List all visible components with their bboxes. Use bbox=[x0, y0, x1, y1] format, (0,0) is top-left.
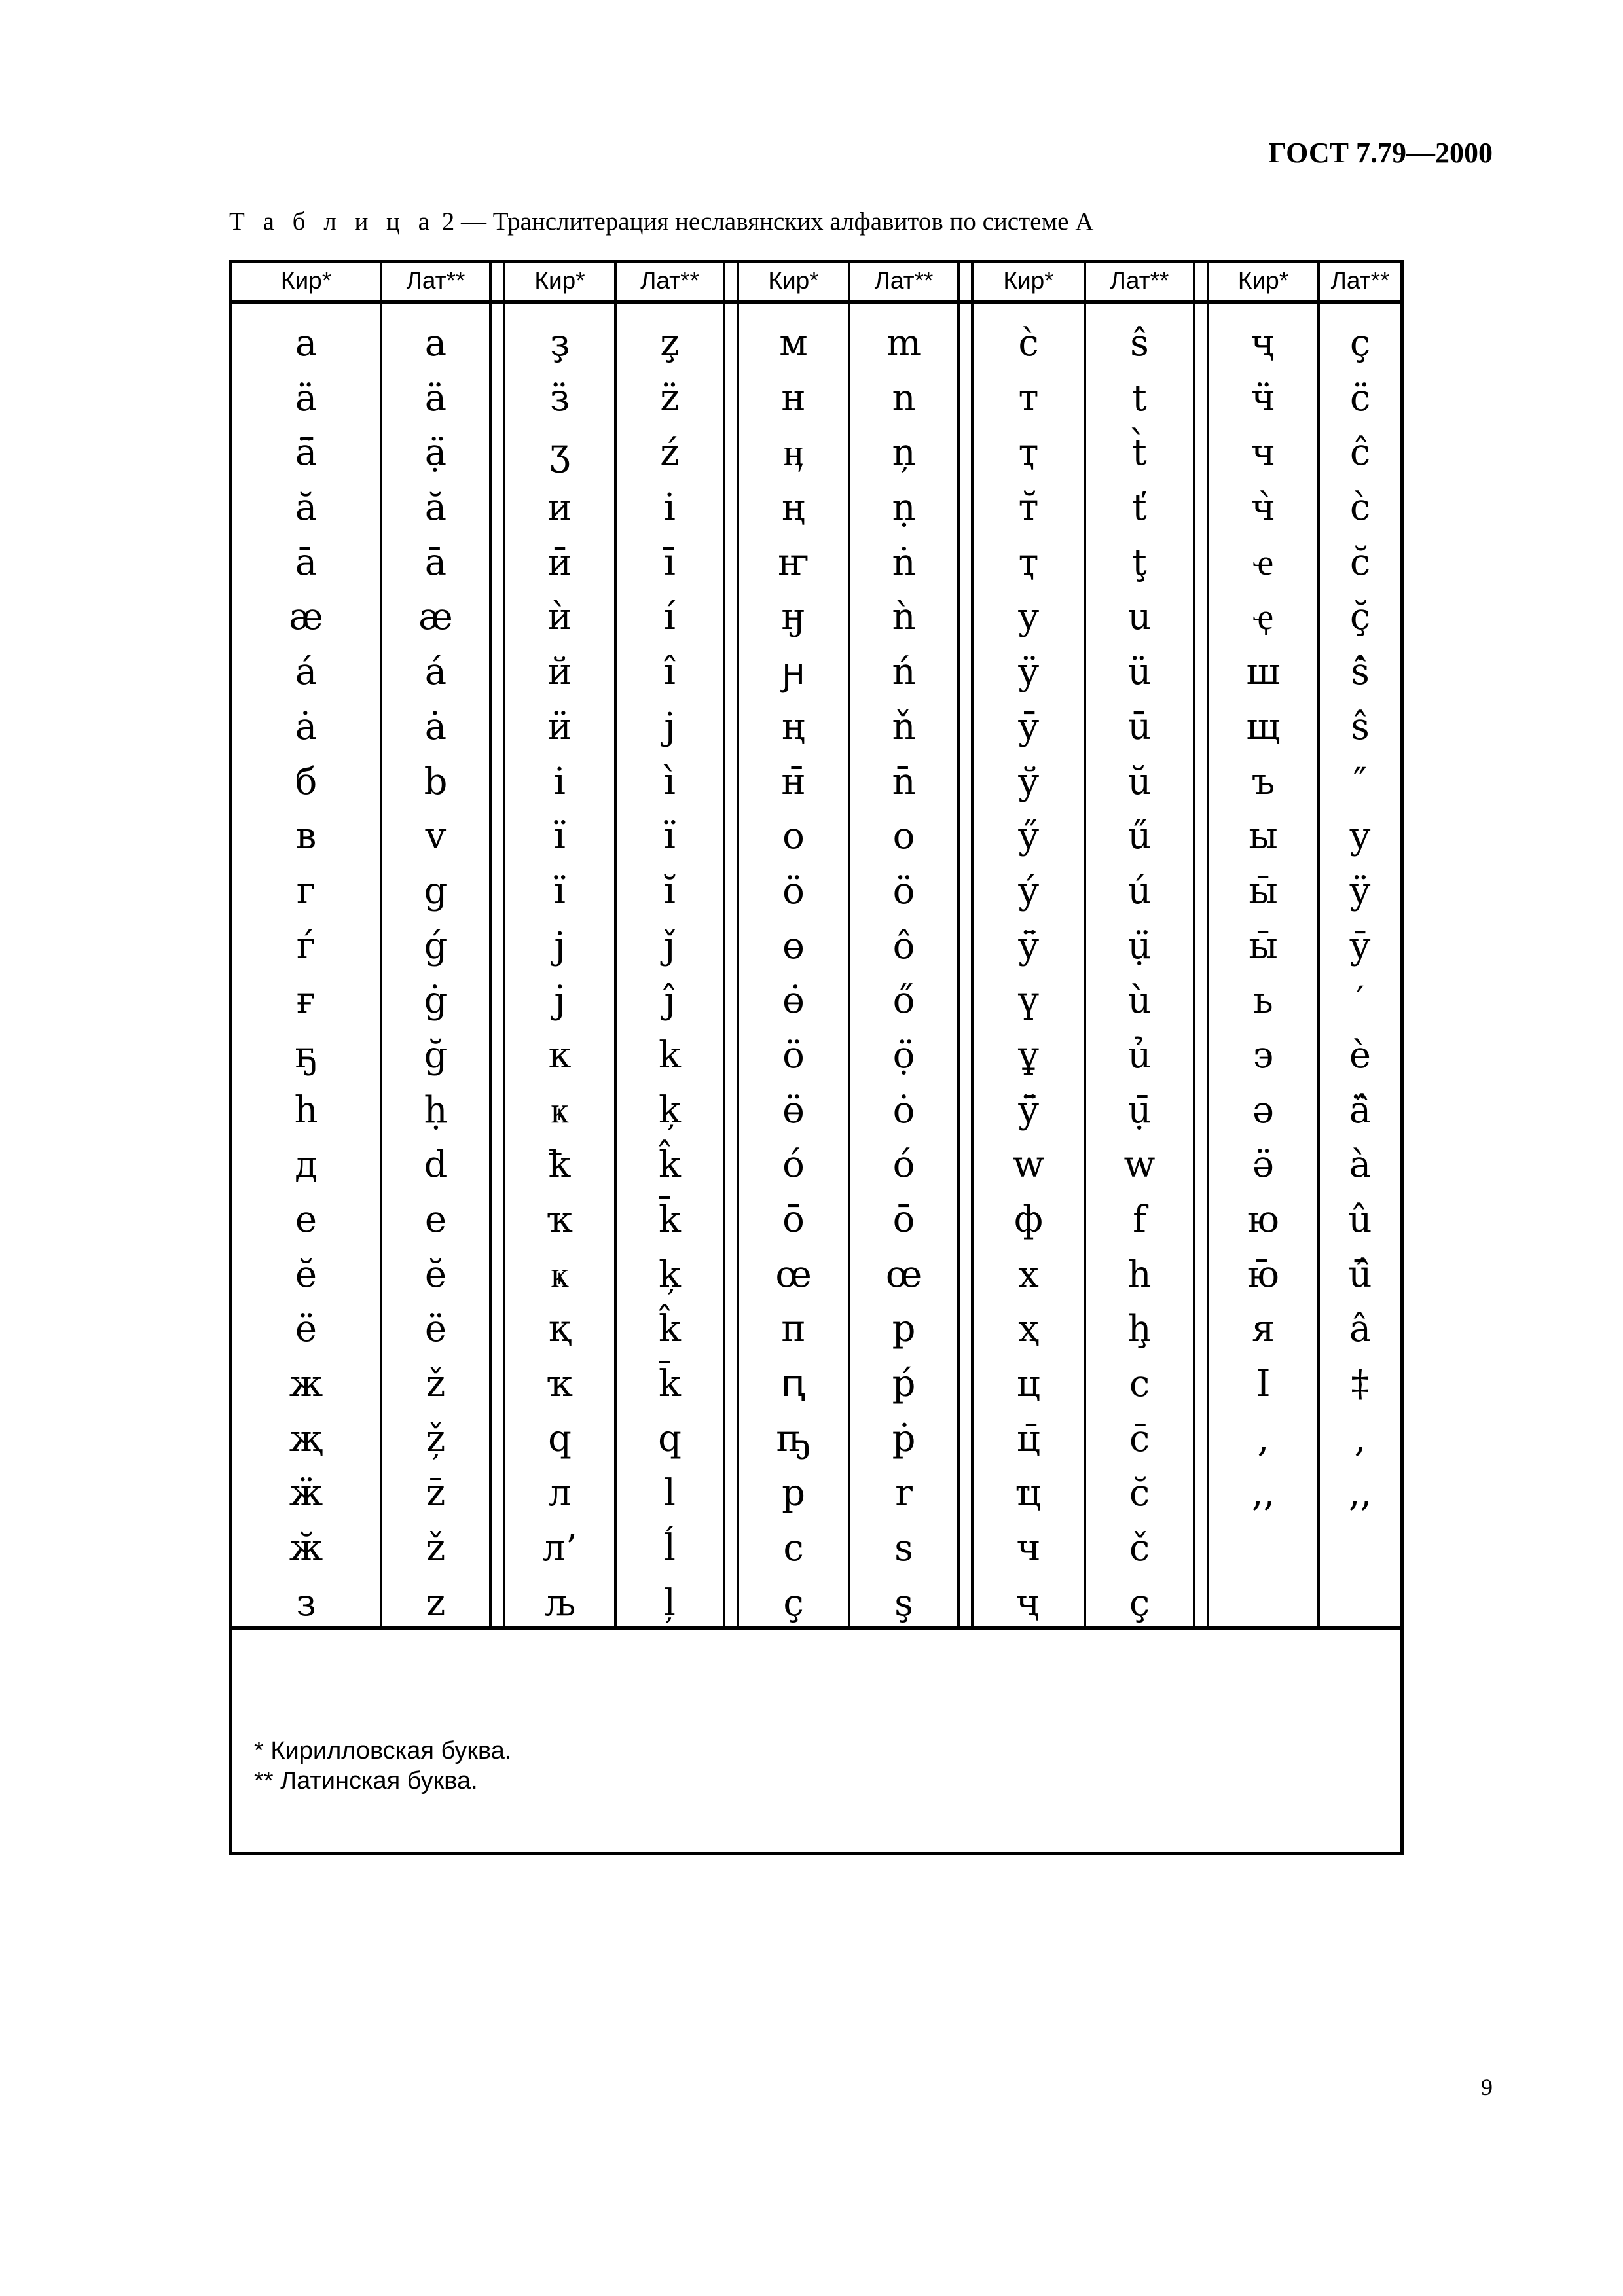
lat-letter: m bbox=[886, 322, 922, 365]
cyr-letter: I bbox=[1256, 1363, 1271, 1406]
cyr-letter: ӝ bbox=[289, 1472, 323, 1515]
cyr-letter: ө bbox=[782, 924, 805, 967]
lat-letter: ÿ bbox=[1349, 869, 1371, 912]
cyr-letter: ĕ bbox=[295, 1253, 318, 1296]
cyr-letter: ҫ bbox=[783, 1581, 804, 1624]
lat-letter: á bbox=[424, 651, 447, 694]
lat-letter: ú bbox=[1127, 869, 1152, 912]
lat-letter: ō bbox=[892, 1198, 915, 1241]
cyr-letter: ҷ bbox=[1250, 322, 1276, 365]
lat-column-5 bbox=[1320, 262, 1400, 1631]
cyr-letter: ӧ bbox=[782, 869, 805, 912]
cyr-letter: ы̄ bbox=[1249, 869, 1278, 912]
cyr-letter: ш bbox=[1246, 651, 1281, 694]
cyr-letter: ҵ bbox=[1015, 1472, 1042, 1515]
lat-letter: c̆ bbox=[1129, 1472, 1150, 1515]
cyr-letter bbox=[1209, 1576, 1317, 1631]
lat-letter: ọ̈ bbox=[892, 1033, 915, 1077]
lat-letter: ž bbox=[426, 1527, 446, 1570]
lat-letter: ş bbox=[894, 1581, 913, 1624]
cyr-letter: ц bbox=[1016, 1363, 1040, 1406]
cyr-letter: ѝ bbox=[547, 596, 572, 639]
footnote-cyr: * Кирилловская буква. bbox=[254, 1737, 512, 1765]
column-header-cyr: Кир* bbox=[768, 267, 819, 294]
cyr-letter: н bbox=[781, 376, 806, 420]
cyr-letter: ӓ̄ bbox=[295, 431, 318, 475]
lat-letter: c̀ bbox=[1349, 486, 1371, 529]
lat-letter: t bbox=[1132, 376, 1147, 420]
cyr-letter: л bbox=[548, 1472, 572, 1515]
cyr-letter: ҙ bbox=[549, 322, 570, 365]
lat-letter: e bbox=[424, 1198, 447, 1241]
lat-letter: ŝ bbox=[1351, 705, 1370, 748]
lat-letter: è bbox=[1349, 1033, 1372, 1077]
cyr-letter: ы bbox=[1249, 815, 1278, 858]
lat-letter: ţ bbox=[1132, 541, 1147, 584]
lat-letter: k̂ bbox=[659, 1143, 681, 1187]
page-number: 9 bbox=[1481, 2074, 1493, 2100]
lat-letter: î bbox=[664, 651, 676, 694]
cyr-letter: ӂ bbox=[289, 1527, 323, 1570]
cyr-letter: з bbox=[296, 1581, 316, 1624]
cyr-letter: ä bbox=[295, 376, 318, 420]
cyr-letter: w bbox=[1013, 1143, 1044, 1187]
cyr-column-1 bbox=[232, 262, 380, 1631]
lat-letter: c̆ bbox=[1349, 541, 1371, 584]
lat-letter: z̈ bbox=[660, 376, 680, 420]
column-header-lat: Лат** bbox=[1110, 267, 1169, 294]
cyr-letter: ԥ bbox=[780, 1363, 807, 1406]
lat-letter: , bbox=[1354, 1417, 1366, 1460]
lat-letter: ç bbox=[1129, 1581, 1150, 1624]
cyr-letter: п bbox=[781, 1308, 806, 1351]
lat-column-3 bbox=[850, 262, 957, 1631]
column-rule bbox=[723, 260, 725, 1628]
lat-letter: n̄ bbox=[892, 760, 916, 803]
cyr-letter: н̄ bbox=[781, 760, 806, 803]
cyr-letter: ѓ bbox=[296, 924, 316, 967]
caption-text: 2 — Транслитерация неславянских алфавитов по системе А bbox=[435, 207, 1094, 236]
cyr-letter: ӈ bbox=[781, 596, 806, 639]
cyr-letter: я bbox=[1251, 1308, 1275, 1351]
lat-letter: c̄ bbox=[1129, 1417, 1150, 1460]
lat-letter bbox=[1320, 1576, 1400, 1631]
cyr-letter: ҡ bbox=[546, 1363, 574, 1406]
cyr-letter: ю bbox=[1247, 1198, 1279, 1241]
lat-letter: ç̆ bbox=[1349, 596, 1371, 639]
lat-letter: ″ bbox=[1353, 760, 1367, 803]
lat-letter: r bbox=[895, 1472, 913, 1515]
lat-letter: ž̦ bbox=[426, 1417, 446, 1460]
cyr-letter: м bbox=[779, 322, 808, 365]
lat-letter: k̂ bbox=[659, 1308, 681, 1351]
lat-letter: ā bbox=[424, 541, 447, 584]
lat-letter: g bbox=[424, 869, 448, 912]
cyr-letter: i bbox=[554, 760, 566, 803]
lat-letter: ụ̄ bbox=[1127, 1088, 1152, 1132]
lat-letter: ṅ bbox=[892, 541, 916, 584]
lat-letter: ë bbox=[424, 1308, 447, 1351]
lat-letter: y bbox=[1349, 815, 1371, 858]
cyr-letter: ө̇ bbox=[782, 979, 805, 1022]
cyr-letter: œ bbox=[775, 1253, 812, 1296]
cyr-letter: ӡ bbox=[549, 431, 570, 475]
lat-column-2 bbox=[617, 262, 723, 1631]
cyr-letter: ҳ bbox=[1018, 1308, 1039, 1351]
cyr-letter: ң bbox=[782, 705, 805, 748]
lat-letter: z̧ bbox=[660, 322, 680, 365]
lat-letter: ‡ bbox=[1351, 1363, 1370, 1406]
cyr-letter: у́ bbox=[1017, 869, 1040, 912]
lat-letter: l bbox=[664, 1472, 676, 1515]
cyr-letter: л’ bbox=[542, 1527, 577, 1570]
lat-letter: f bbox=[1133, 1198, 1146, 1241]
cyr-letter: ı̈ bbox=[554, 869, 566, 912]
cyr-letter: ӧ bbox=[782, 1033, 805, 1077]
footnote-lat: ** Латинская буква. bbox=[254, 1767, 478, 1795]
lat-letter: ǹ bbox=[892, 596, 916, 639]
lat-letter: ū bbox=[1127, 705, 1152, 748]
lat-letter: ő bbox=[892, 979, 915, 1022]
cyr-letter: , bbox=[1257, 1417, 1269, 1460]
lat-letter bbox=[1320, 1521, 1400, 1576]
cyr-letter: ï bbox=[554, 815, 566, 858]
cyr-letter: й bbox=[547, 651, 572, 694]
cyr-letter: ы̄ bbox=[1249, 924, 1278, 967]
lat-letter: ü bbox=[1127, 651, 1152, 694]
table-caption bbox=[229, 207, 1093, 236]
cyr-letter: и bbox=[547, 486, 572, 529]
cyr-letter: ӥ bbox=[547, 705, 572, 748]
cyr-letter: h bbox=[294, 1088, 318, 1132]
cyr-letter: ж bbox=[289, 1363, 323, 1406]
cyr-letter: ў bbox=[1017, 760, 1040, 803]
cyr-column-2 bbox=[505, 262, 614, 1631]
column-header-lat: Лат** bbox=[1330, 267, 1390, 294]
cyr-letter: ҕ bbox=[295, 1033, 318, 1077]
cyr-letter: æ bbox=[289, 596, 323, 639]
cyr-letter: ӱ̄ bbox=[1017, 924, 1040, 967]
lat-letter: c bbox=[1129, 1363, 1150, 1406]
caption-prefix: Т а б л и ц а bbox=[229, 207, 435, 236]
cyr-letter: ԩ bbox=[782, 651, 805, 694]
cyr-letter: ӑ bbox=[295, 486, 318, 529]
lat-letter: â bbox=[1349, 1308, 1372, 1351]
lat-letter: ĭ bbox=[664, 869, 676, 912]
cyr-letter: ,, bbox=[1251, 1472, 1275, 1515]
cyr-letter: ғ bbox=[296, 979, 316, 1022]
cyr-letter: т̆ bbox=[1018, 486, 1039, 529]
lat-letter: ĺ bbox=[664, 1527, 676, 1570]
cyr-letter: в bbox=[295, 815, 317, 858]
lat-letter: ű bbox=[1127, 815, 1152, 858]
lat-letter: ň bbox=[892, 705, 916, 748]
cyr-letter: б bbox=[295, 760, 318, 803]
cyr-letter: ұ bbox=[1018, 1033, 1039, 1077]
lat-letter: w bbox=[1123, 1143, 1156, 1187]
lat-letter: ä̂ bbox=[1349, 1088, 1372, 1132]
cyr-letter: ч bbox=[1250, 431, 1276, 475]
cyr-column-5 bbox=[1209, 262, 1317, 1631]
lat-letter: k̄ bbox=[659, 1198, 681, 1241]
lat-letter: ù bbox=[1127, 979, 1152, 1022]
lat-letter: ṕ bbox=[892, 1363, 916, 1406]
lat-letter: n bbox=[892, 376, 916, 420]
column-rule bbox=[489, 260, 492, 1628]
cyr-letter: ә bbox=[1252, 1088, 1275, 1132]
lat-letter: í bbox=[664, 596, 676, 639]
lat-letter: ,, bbox=[1348, 1472, 1372, 1515]
lat-letter: u bbox=[1127, 596, 1152, 639]
lat-letter: ì bbox=[664, 760, 676, 803]
cyr-letter: q bbox=[548, 1417, 572, 1460]
cyr-letter: ō bbox=[782, 1198, 805, 1241]
cyr-letter: е bbox=[295, 1198, 318, 1241]
lat-letter: ṗ bbox=[892, 1417, 916, 1460]
lat-letter: ủ bbox=[1127, 1033, 1152, 1077]
cyr-letter: к bbox=[548, 1033, 572, 1077]
lat-letter: č bbox=[1129, 1527, 1150, 1570]
lat-letter: ï bbox=[664, 815, 676, 858]
cyr-letter: ҷ bbox=[1015, 1581, 1042, 1624]
lat-letter: ô bbox=[892, 924, 915, 967]
cyr-letter: ҝ bbox=[551, 1088, 569, 1132]
cyr-letter: ȧ bbox=[295, 705, 318, 748]
cyr-letter: ҟ bbox=[548, 1143, 572, 1187]
cyr-letter: ӯ bbox=[1017, 705, 1040, 748]
cyr-letter: ҧ bbox=[776, 1417, 811, 1460]
lat-letter: ī bbox=[664, 541, 676, 584]
lat-letter: ′ bbox=[1356, 979, 1364, 1022]
cyr-letter: љ bbox=[544, 1581, 575, 1624]
cyr-letter: қ bbox=[549, 1308, 571, 1351]
cyr-letter: э bbox=[1252, 1033, 1274, 1077]
cyr-letter: ӫ bbox=[782, 1088, 805, 1132]
lat-letter: ļ bbox=[664, 1581, 676, 1624]
cyr-letter: ā bbox=[295, 541, 318, 584]
cyr-letter: ӟ bbox=[549, 376, 570, 420]
cyr-letter: ӳ bbox=[1017, 815, 1040, 858]
lat-letter: ȳ bbox=[1349, 924, 1371, 967]
cyr-letter: җ bbox=[289, 1417, 323, 1460]
column-header-lat: Лат** bbox=[874, 267, 934, 294]
cyr-letter: ъ bbox=[1251, 760, 1275, 803]
column-header-lat: Лат** bbox=[406, 267, 465, 294]
lat-letter: h bbox=[1127, 1253, 1152, 1296]
cyr-letter: у bbox=[1017, 596, 1040, 639]
lat-letter: ġ bbox=[424, 979, 448, 1022]
lat-letter: ç bbox=[1349, 322, 1371, 365]
lat-letter: ö bbox=[892, 869, 915, 912]
cyr-letter: ч̀ bbox=[1250, 486, 1276, 529]
lat-letter: ž bbox=[426, 1363, 446, 1406]
lat-letter: o bbox=[892, 815, 915, 858]
lat-letter: z bbox=[426, 1581, 446, 1624]
lat-letter: ạ̈ bbox=[424, 431, 447, 475]
cyr-letter: с̀ bbox=[1018, 322, 1039, 365]
cyr-letter: ӛ bbox=[1252, 1143, 1275, 1187]
lat-letter: ĉ bbox=[1349, 431, 1371, 475]
cyr-letter: ӱ̄ bbox=[1017, 1088, 1040, 1132]
lat-letter: k bbox=[659, 1033, 681, 1077]
cyr-letter: ҡ bbox=[546, 1198, 574, 1241]
column-header-cyr: Кир* bbox=[1237, 267, 1289, 294]
cyr-letter: ӣ bbox=[547, 541, 572, 584]
lat-letter: p bbox=[892, 1308, 916, 1351]
lat-letter: ụ̈ bbox=[1127, 924, 1152, 967]
lat-letter: a bbox=[424, 322, 447, 365]
cyr-letter: ј̇ bbox=[554, 979, 566, 1022]
lat-letter: j bbox=[664, 705, 676, 748]
table-footnotes bbox=[254, 1736, 511, 1796]
cyr-letter: ӵ bbox=[1250, 376, 1276, 420]
cyr-letter: ь bbox=[1253, 979, 1273, 1022]
cyr-letter: ҝ bbox=[551, 1253, 569, 1296]
cyr-letter: á bbox=[295, 651, 318, 694]
cyr-letter: ҿ bbox=[1253, 596, 1273, 639]
lat-letter: v bbox=[425, 815, 447, 858]
cyr-letter: р bbox=[782, 1472, 805, 1515]
cyr-letter: ҥ bbox=[778, 541, 809, 584]
lat-letter: s bbox=[894, 1527, 913, 1570]
lat-letter: ȯ bbox=[892, 1088, 915, 1132]
cyr-letter: с bbox=[783, 1527, 804, 1570]
cyr-letter: ц̄ bbox=[1016, 1417, 1040, 1460]
lat-letter: c̈ bbox=[1349, 376, 1371, 420]
cyr-letter: j bbox=[554, 924, 566, 967]
lat-letter: ū̂ bbox=[1348, 1253, 1372, 1296]
lat-letter: ṇ bbox=[892, 486, 916, 529]
lat-letter: ń bbox=[892, 651, 916, 694]
lat-letter: æ bbox=[418, 596, 453, 639]
cyr-letter: ү bbox=[1018, 979, 1039, 1022]
lat-column-4 bbox=[1086, 262, 1193, 1631]
cyr-letter: ӊ bbox=[784, 431, 803, 475]
lat-letter: ä bbox=[424, 376, 447, 420]
lat-letter: ǰ bbox=[664, 924, 676, 967]
column-rule bbox=[957, 260, 960, 1628]
lat-letter: à bbox=[1349, 1143, 1372, 1187]
lat-letter: ó bbox=[892, 1143, 915, 1187]
cyr-letter: ю̄ bbox=[1247, 1253, 1279, 1296]
cyr-column-3 bbox=[739, 262, 848, 1631]
lat-letter: z̄ bbox=[426, 1472, 446, 1515]
lat-letter: ķ bbox=[659, 1088, 681, 1132]
lat-letter: ķ bbox=[659, 1253, 681, 1296]
cyr-letter: ҽ bbox=[1253, 541, 1273, 584]
lat-letter: t̀ bbox=[1132, 431, 1147, 475]
cyr-letter: ҭ bbox=[1018, 541, 1039, 584]
lat-letter: ă bbox=[424, 486, 447, 529]
lat-letter: œ bbox=[885, 1253, 922, 1296]
lat-letter: ȧ bbox=[424, 705, 447, 748]
lat-letter: ŝ bbox=[1130, 322, 1149, 365]
lat-letter: ź bbox=[660, 431, 680, 475]
lat-letter: k̄ bbox=[659, 1363, 681, 1406]
lat-letter: d bbox=[424, 1143, 448, 1187]
column-header-lat: Лат** bbox=[640, 267, 699, 294]
lat-letter: i bbox=[664, 486, 676, 529]
column-header-cyr: Кир* bbox=[1003, 267, 1054, 294]
cyr-letter: ч bbox=[1016, 1527, 1041, 1570]
cyr-letter: о bbox=[782, 815, 805, 858]
lat-letter: ğ bbox=[424, 1033, 448, 1077]
cyr-letter: ó bbox=[782, 1143, 805, 1187]
cyr-letter: ң bbox=[782, 486, 805, 529]
cyr-letter: г bbox=[296, 869, 316, 912]
cyr-letter: ҭ bbox=[1018, 431, 1039, 475]
cyr-letter: щ bbox=[1246, 705, 1281, 748]
column-header-cyr: Кир* bbox=[534, 267, 585, 294]
standard-code: ГОСТ 7.79—2000 bbox=[1268, 137, 1493, 169]
lat-letter: ĵ bbox=[664, 979, 676, 1022]
column-header-cyr: Кир* bbox=[280, 267, 332, 294]
lat-letter: û bbox=[1348, 1198, 1372, 1241]
lat-letter: ŝ̇ bbox=[1351, 651, 1370, 694]
lat-letter: ḩ bbox=[1127, 1308, 1152, 1351]
cyr-letter: т bbox=[1018, 376, 1039, 420]
lat-letter: ǵ bbox=[424, 924, 448, 967]
lat-letter: ḥ bbox=[424, 1088, 448, 1132]
cyr-letter: д bbox=[295, 1143, 318, 1187]
cyr-letter: ё bbox=[295, 1308, 318, 1351]
lat-column-1 bbox=[382, 262, 489, 1631]
cyr-column-4 bbox=[974, 262, 1084, 1631]
cyr-letter: х bbox=[1018, 1253, 1039, 1296]
lat-letter: ņ bbox=[892, 431, 916, 475]
lat-letter: ť bbox=[1132, 486, 1147, 529]
cyr-letter: а bbox=[295, 322, 318, 365]
cyr-letter: ф bbox=[1014, 1198, 1043, 1241]
cyr-letter bbox=[1209, 1521, 1317, 1576]
lat-letter: b bbox=[424, 760, 448, 803]
column-rule bbox=[1193, 260, 1195, 1628]
lat-letter: q bbox=[658, 1417, 682, 1460]
lat-letter: ĕ bbox=[424, 1253, 447, 1296]
lat-letter: ŭ bbox=[1127, 760, 1152, 803]
cyr-letter: ӱ bbox=[1017, 651, 1040, 694]
